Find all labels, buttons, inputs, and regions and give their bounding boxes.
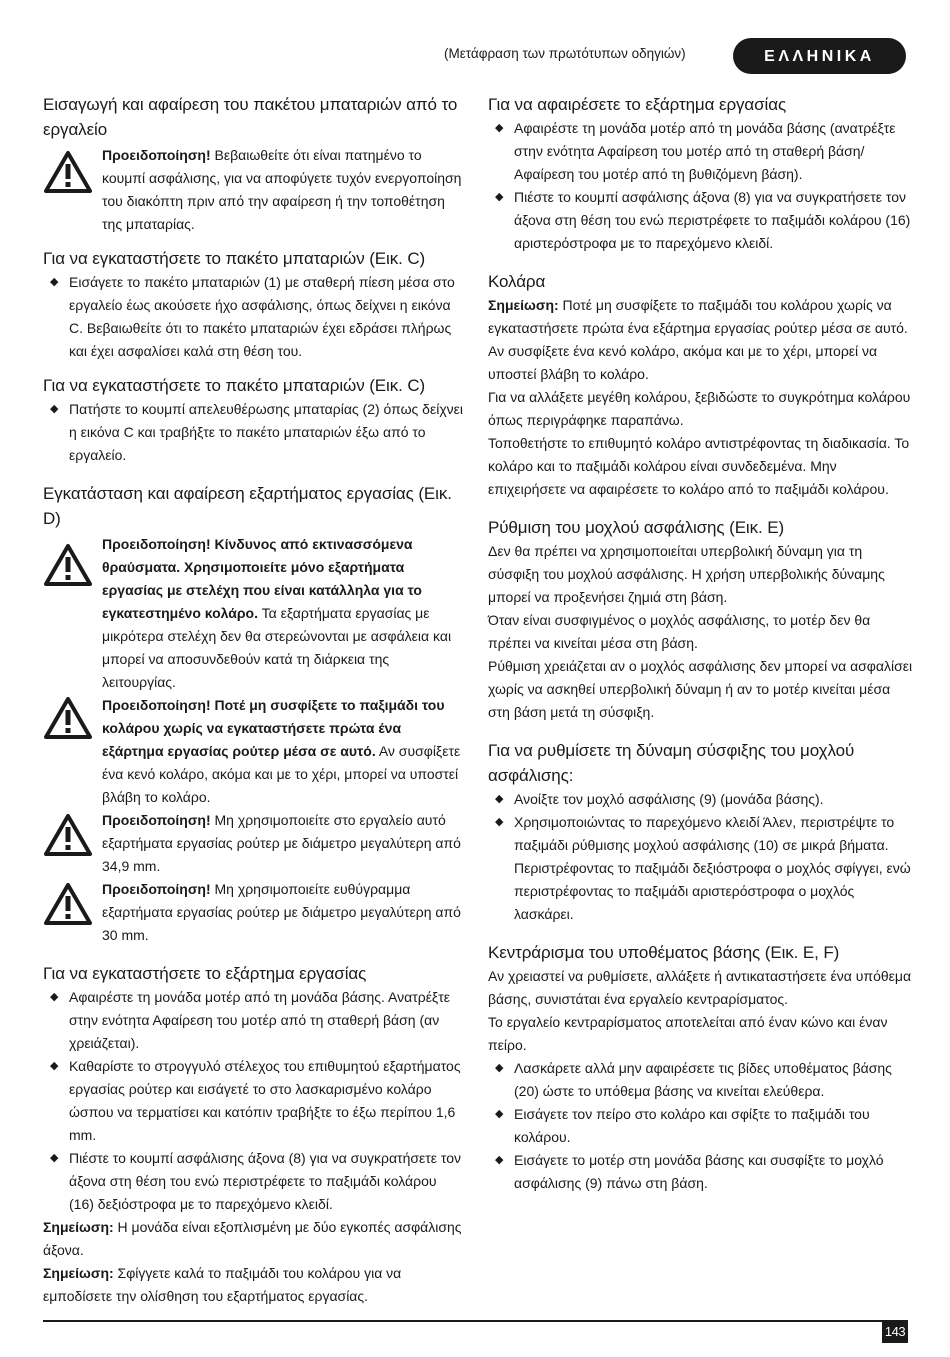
section-heading: Ρύθμιση του μοχλού ασφάλισης (Εικ. E) bbox=[488, 518, 785, 537]
section-heading: Κεντράρισμα του υποθέματος βάσης (Εικ. E, F) bbox=[488, 943, 840, 962]
warning-text: Προειδοποίηση! Μη χρησιμοποιείτε στο εργαλείο αυτό εξαρτήματα εργασίας ρούτερ με διάμετρο μεγαλύτερη από 34,9 mm. bbox=[102, 812, 461, 874]
note-paragraph: Σημείωση: Η μονάδα είναι εξοπλισμένη με δύο εγκοπές ασφάλισης άξονα. bbox=[43, 1219, 462, 1258]
list-item: ◆ Πιέστε το κουμπί ασφάλισης άξονα (8) για να συγκρατήσετε τον άξονα στη θέση του ενώ περιστρέφετε το παξιμάδι κολάρου (16) δεξιόστροφα με το παρεχόμενο κλειδί. bbox=[43, 1147, 465, 1216]
warning-text: Προειδοποίηση! Κίνδυνος από εκτινασσόμενα θραύσματα. Χρησιμοποιείτε μόνο εξαρτήματα εργασίας με στελέχη που είναι κατάλληλα για το εγκατεστημένο κολάρο. Τα εξαρτήματα εργασίας με μικρότερα στελέχη δεν θα στερεώνονται με ασφάλεια και μπορεί να αποσυνδεθούν κατά τη διάρκεια της λειτουργίας. bbox=[102, 536, 452, 690]
body-paragraph: Αν χρειαστεί να ρυθμίσετε, αλλάξετε ή αντικαταστήσετε ένα υπόθεμα βάσης, συνιστάται ένα εργαλείο κεντραρίσματος. bbox=[488, 968, 912, 1007]
section-heading: Για να εγκαταστήσετε το εξάρτημα εργασίας bbox=[43, 964, 367, 983]
warning-block bbox=[43, 694, 465, 809]
section-heading: Για να εγκαταστήσετε το πακέτο μπαταριών (Εικ. C) bbox=[43, 249, 426, 268]
section-heading: Για να ρυθμίσετε τη δύναμη σύσφιξης του μοχλού ασφάλισης: bbox=[488, 741, 855, 785]
body-paragraph: Ρύθμιση χρειάζεται αν ο μοχλός ασφάλισης δεν μπορεί να ασφαλίσει χωρίς να ασκηθεί υπερβολική δύναμη ή αν το μοτέρ κινείται μέσα στη βάση μετά τη σύσφιξη. bbox=[488, 658, 913, 720]
bullet-list bbox=[488, 117, 913, 255]
list-item: ◆ Πατήστε το κουμπί απελευθέρωσης μπαταρίας (2) όπως δείχνει η εικόνα C και τραβήξτε το πακέτο μπαταριών έξω από το εργαλείο. bbox=[43, 398, 465, 467]
body-paragraph: Τοποθετήστε το επιθυμητό κολάρο αντιστρέφοντας τη διαδικασία. Το κολάρο και το παξιμάδι κολάρου είναι συνδεδεμένα. Μην επιχειρήσετε να αφαιρέσετε το κολάρο από το παξιμάδι κολάρου. bbox=[488, 435, 910, 497]
section-heading: Για να εγκαταστήσετε το πακέτο μπαταριών (Εικ. C) bbox=[43, 376, 426, 395]
list-item: ◆ Εισάγετε το μοτέρ στη μονάδα βάσης και συσφίξτε το μοχλό ασφάλισης (9) πάνω στη βάση. bbox=[488, 1149, 913, 1195]
note-paragraph: Σημείωση: Σφίγγετε καλά το παξιμάδι του κολάρου για να εμποδίσετε την ολίσθηση του εξαρτήματος εργασίας. bbox=[43, 1265, 402, 1304]
section-heading: Εγκατάσταση και αφαίρεση εξαρτήματος εργασίας (Εικ. D) bbox=[43, 484, 452, 528]
section-heading: Κολάρα bbox=[488, 272, 546, 291]
warning-triangle-icon bbox=[43, 150, 93, 194]
bullet-list bbox=[43, 398, 465, 467]
language-badge: ΕΛΛΗΝΙΚΑ bbox=[733, 38, 906, 74]
diamond-bullet-icon: ◆ bbox=[495, 1062, 504, 1074]
list-item: ◆ Πιέστε το κουμπί ασφάλισης άξονα (8) για να συγκρατήσετε τον άξονα στη θέση του ενώ περιστρέφετε το παξιμάδι κολάρου (16) αριστερόστροφα με το παρεχόμενο κλειδί. bbox=[488, 186, 913, 255]
list-item: ◆ Ανοίξτε τον μοχλό ασφάλισης (9) (μονάδα βάσης). bbox=[488, 788, 913, 811]
list-item: ◆ Καθαρίστε το στρογγυλό στέλεχος του επιθυμητού εξαρτήματος εργασίας ρούτερ και εισάγετέ το στο λασκαρισμένο κολάρο ώσπου να τερματίσει και κατόπιν τραβήξτε το έξω περίπου 1,6 mm. bbox=[43, 1055, 465, 1147]
warning-block bbox=[43, 533, 465, 694]
warning-text: Προειδοποίηση! Ποτέ μη συσφίξετε το παξιμάδι του κολάρου χωρίς να εγκαταστήσετε πρώτα ένα εξάρτημα εργασίας ρούτερ μέσα σε αυτό. Αν συσφίξετε ένα κενό κολάρο, ακόμα και με το χέρι, μπορεί να υποστεί βλάβη το κολάρο. bbox=[102, 697, 461, 805]
diamond-bullet-icon: ◆ bbox=[50, 1152, 59, 1164]
section-heading: Για να αφαιρέσετε το εξάρτημα εργασίας bbox=[488, 95, 787, 114]
warning-triangle-icon bbox=[43, 813, 93, 857]
bullet-list bbox=[43, 986, 465, 1216]
header-subtitle: (Μετάφραση των πρωτότυπων οδηγιών) bbox=[444, 46, 686, 61]
list-item: ◆ Εισάγετε το πακέτο μπαταριών (1) με σταθερή πίεση μέσα στο εργαλείο έως ακούσετε ήχο ασφάλισης, όπως δείχνει η εικόνα C. Βεβαιωθείτε ότι το πακέτο μπαταριών έχει εδράσει πλήρως και έχει ασφαλίσει καλά στη θέση του. bbox=[43, 271, 465, 363]
body-paragraph: Όταν είναι συσφιγμένος ο μοχλός ασφάλισης, το μοτέρ δεν θα πρέπει να κινείται μέσα στη βάση. bbox=[488, 612, 871, 651]
body-paragraph: Δεν θα πρέπει να χρησιμοποιείται υπερβολική δύναμη για τη σύσφιξη του μοχλού ασφάλισης. Η χρήση υπερβολικής δύναμης μπορεί να προξενήσει ζημιά στη βάση. bbox=[488, 543, 885, 605]
warning-triangle-icon bbox=[43, 696, 93, 740]
warning-triangle-icon bbox=[43, 882, 93, 926]
note-paragraph: Σημείωση: Ποτέ μη συσφίξετε το παξιμάδι του κολάρου χωρίς να εγκαταστήσετε πρώτα ένα εξάρτημα εργασίας ρούτερ μέσα σε αυτό. Αν συσφίξετε ένα κενό κολάρο, ακόμα και με το χέρι, μπορεί να υποστεί βλάβη το κολάρο. bbox=[488, 297, 908, 382]
right-column bbox=[488, 92, 913, 1195]
warning-block bbox=[43, 878, 465, 947]
diamond-bullet-icon: ◆ bbox=[50, 276, 59, 288]
diamond-bullet-icon: ◆ bbox=[495, 191, 504, 203]
body-paragraph: Για να αλλάξετε μεγέθη κολάρου, ξεβιδώστε το συγκρότημα κολάρου όπως περιγράφηκε παραπάνω. bbox=[488, 389, 911, 428]
list-item: ◆ Αφαιρέστε τη μονάδα μοτέρ από τη μονάδα βάσης (ανατρέξτε στην ενότητα Αφαίρεση του μοτέρ από τη σταθερή βάση/Αφαίρεση του μοτέρ από τη βυθιζόμενη βάση). bbox=[488, 117, 913, 186]
body-paragraph: Το εργαλείο κεντραρίσματος αποτελείται από έναν κώνο και έναν πείρο. bbox=[488, 1014, 888, 1053]
bullet-list bbox=[43, 271, 465, 363]
list-item: ◆ Χρησιμοποιώντας το παρεχόμενο κλειδί Άλεν, περιστρέψτε το παξιμάδι ρύθμισης μοχλού ασφάλισης (10) σε μικρά βήματα. Περιστρέφοντας το παξιμάδι δεξιόστροφα ο μοχλός σφίγγει, ενώ περιστρέφοντας το παξιμάδι αριστερόστροφα ο μοχλός λασκάρει. bbox=[488, 811, 913, 926]
diamond-bullet-icon: ◆ bbox=[495, 1108, 504, 1120]
left-column bbox=[43, 92, 465, 1308]
list-item: ◆ Αφαιρέστε τη μονάδα μοτέρ από τη μονάδα βάσης. Ανατρέξτε στην ενότητα Αφαίρεση του μοτέρ από τη σταθερή βάση (αν χρειάζεται). bbox=[43, 986, 465, 1055]
section-heading: Εισαγωγή και αφαίρεση του πακέτου μπαταριών από το εργαλείο bbox=[43, 95, 458, 139]
page-number: 143 bbox=[882, 1321, 908, 1343]
warning-text: Προειδοποίηση! Βεβαιωθείτε ότι είναι πατημένο το κουμπί ασφάλισης, για να αποφύγετε τυχόν ενεργοποίηση του διακόπτη πριν από την αφαίρεση ή την τοποθέτηση της μπαταρίας. bbox=[102, 147, 462, 232]
diamond-bullet-icon: ◆ bbox=[495, 122, 504, 134]
warning-triangle-icon bbox=[43, 543, 93, 587]
diamond-bullet-icon: ◆ bbox=[50, 991, 59, 1003]
footer-divider bbox=[43, 1320, 908, 1322]
bullet-list bbox=[488, 1057, 913, 1195]
diamond-bullet-icon: ◆ bbox=[50, 403, 59, 415]
diamond-bullet-icon: ◆ bbox=[495, 793, 504, 805]
list-item: ◆ Λασκάρετε αλλά μην αφαιρέσετε τις βίδες υποθέματος βάσης (20) ώστε το υπόθεμα βάσης να κινείται ελεύθερα. bbox=[488, 1057, 913, 1103]
diamond-bullet-icon: ◆ bbox=[50, 1060, 59, 1072]
diamond-bullet-icon: ◆ bbox=[495, 816, 504, 828]
warning-text: Προειδοποίηση! Μη χρησιμοποιείτε ευθύγραμμα εξαρτήματα εργασίας ρούτερ με διάμετρο μεγαλύτερη από 30 mm. bbox=[102, 881, 461, 943]
warning-block bbox=[43, 809, 465, 878]
diamond-bullet-icon: ◆ bbox=[495, 1154, 504, 1166]
list-item: ◆ Εισάγετε τον πείρο στο κολάρο και σφίξτε το παξιμάδι του κολάρου. bbox=[488, 1103, 913, 1149]
warning-block bbox=[43, 144, 465, 236]
bullet-list bbox=[488, 788, 913, 926]
